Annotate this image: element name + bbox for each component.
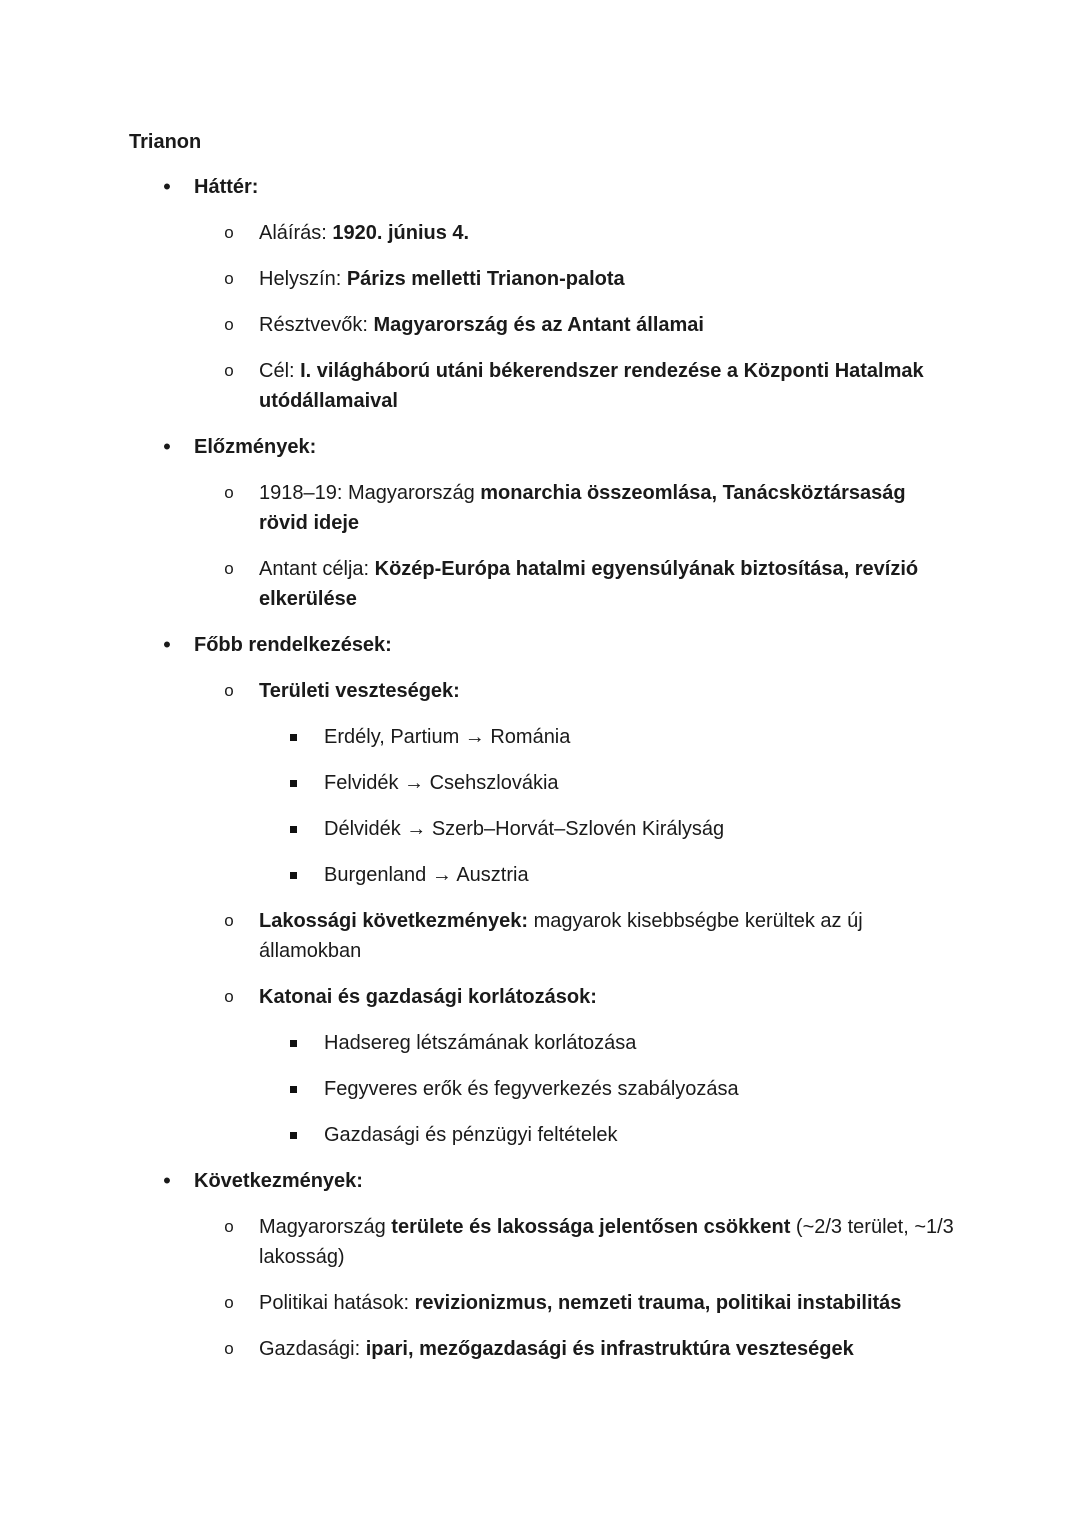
sub-sub-list (259, 722, 959, 890)
list-item (259, 722, 944, 752)
item-text: Délvidék → Szerb–Horvát–Szlovén Királyság (324, 818, 725, 840)
item-label: Antant célja: (259, 558, 375, 580)
list-item (194, 554, 959, 614)
item-text: magyarok kisebbségbe kerültek az új államokban (259, 910, 863, 962)
circle-bullet-icon: o (224, 361, 234, 380)
sub-list (194, 1212, 1080, 1364)
item-label: Cél: (259, 360, 301, 382)
circle-bullet-icon: o (224, 1293, 234, 1312)
circle-bullet-icon: o (224, 681, 234, 700)
item-label: Helyszín: (259, 268, 347, 290)
item-value: területe és lakossága jelentősen csökkent (391, 1216, 791, 1238)
square-bullet-icon (290, 1132, 297, 1139)
item-label: Gazdasági: (259, 1338, 366, 1360)
section-rendelkezesek (0, 630, 1080, 1150)
list-item (194, 1334, 959, 1364)
list-item (194, 264, 959, 294)
section-elozmenyek (0, 432, 1080, 614)
list-item (259, 860, 944, 890)
square-bullet-icon (290, 872, 297, 879)
item-label: Politikai hatások: (259, 1292, 415, 1314)
item-text: Erdély, Partium → Románia (324, 726, 571, 748)
subsection-heading: Területi veszteségek: (259, 680, 460, 702)
list-item (194, 218, 959, 248)
list-item (259, 1028, 944, 1058)
item-text: Felvidék → Csehszlovákia (324, 772, 559, 794)
list-item (259, 1120, 944, 1150)
item-value: I. világháború utáni békerendszer rendezése a Központi Hatalmak utódállamaival (259, 360, 924, 412)
item-text: Hadsereg létszámának korlátozása (324, 1032, 637, 1054)
section-heading: Előzmények: (194, 436, 317, 458)
item-label: Résztvevők: (259, 314, 374, 336)
circle-bullet-icon: o (224, 223, 234, 242)
sub-list (194, 676, 1080, 1150)
circle-bullet-icon: o (224, 1339, 234, 1358)
item-text: Burgenland → Ausztria (324, 864, 529, 886)
section-heading: Főbb rendelkezések: (194, 634, 392, 656)
section-heading: Következmények: (194, 1170, 363, 1192)
disc-bullet-icon: • (163, 434, 171, 459)
section-hatter (0, 172, 1080, 416)
square-bullet-icon (290, 1086, 297, 1093)
disc-bullet-icon: • (163, 632, 171, 657)
subsection-heading: Katonai és gazdasági korlátozások: (259, 986, 597, 1008)
list-item (259, 1074, 944, 1104)
circle-bullet-icon: o (224, 1217, 234, 1236)
subsection-heading: Lakossági következmények: (259, 910, 529, 932)
square-bullet-icon (290, 780, 297, 787)
item-value: ipari, mezőgazdasági és infrastruktúra veszteségek (365, 1338, 854, 1360)
list-item-teruleti (194, 676, 959, 890)
list-item (194, 356, 959, 416)
item-value: Közép-Európa hatalmi egyensúlyának biztosítása, revízió elkerülése (259, 558, 919, 610)
square-bullet-icon (290, 1040, 297, 1047)
disc-bullet-icon: • (163, 1168, 171, 1193)
item-text: Fegyveres erők és fegyverkezés szabályozása (324, 1078, 739, 1100)
sub-list (194, 218, 1080, 416)
square-bullet-icon (290, 734, 297, 741)
circle-bullet-icon: o (224, 483, 234, 502)
item-label: Magyarország (259, 1216, 392, 1238)
sub-sub-list (259, 1028, 959, 1150)
main-list (0, 172, 1080, 1364)
item-suffix: (~2/3 terület, ~1/3 lakosság) (259, 1216, 954, 1268)
item-value: monarchia összeomlása, Tanácsköztársaság rövid ideje (259, 482, 906, 534)
item-value: Magyarország és az Antant államai (373, 314, 704, 336)
list-item (194, 310, 959, 340)
section-kovetkezmenyek (0, 1166, 1080, 1364)
sub-list (194, 478, 1080, 614)
list-item-lakossagi (194, 906, 959, 966)
item-label: 1918–19: Magyarország (259, 482, 481, 504)
list-item (259, 768, 944, 798)
circle-bullet-icon: o (224, 559, 234, 578)
list-item (194, 478, 959, 538)
circle-bullet-icon: o (224, 987, 234, 1006)
list-item-katonai (194, 982, 959, 1150)
section-heading: Háttér: (194, 176, 259, 198)
disc-bullet-icon: • (163, 174, 171, 199)
list-item (259, 814, 944, 844)
list-item (194, 1212, 959, 1272)
circle-bullet-icon: o (224, 269, 234, 288)
item-value: revizionizmus, nemzeti trauma, politikai instabilitás (414, 1292, 902, 1314)
circle-bullet-icon: o (224, 315, 234, 334)
item-value: 1920. június 4. (332, 222, 470, 244)
document-title: Trianon (129, 131, 202, 153)
document-content (0, 172, 1080, 1380)
square-bullet-icon (290, 826, 297, 833)
circle-bullet-icon: o (224, 911, 234, 930)
item-label: Aláírás: (259, 222, 333, 244)
item-value: Párizs melletti Trianon-palota (346, 268, 625, 290)
list-item (194, 1288, 959, 1318)
item-text: Gazdasági és pénzügyi feltételek (324, 1124, 618, 1146)
